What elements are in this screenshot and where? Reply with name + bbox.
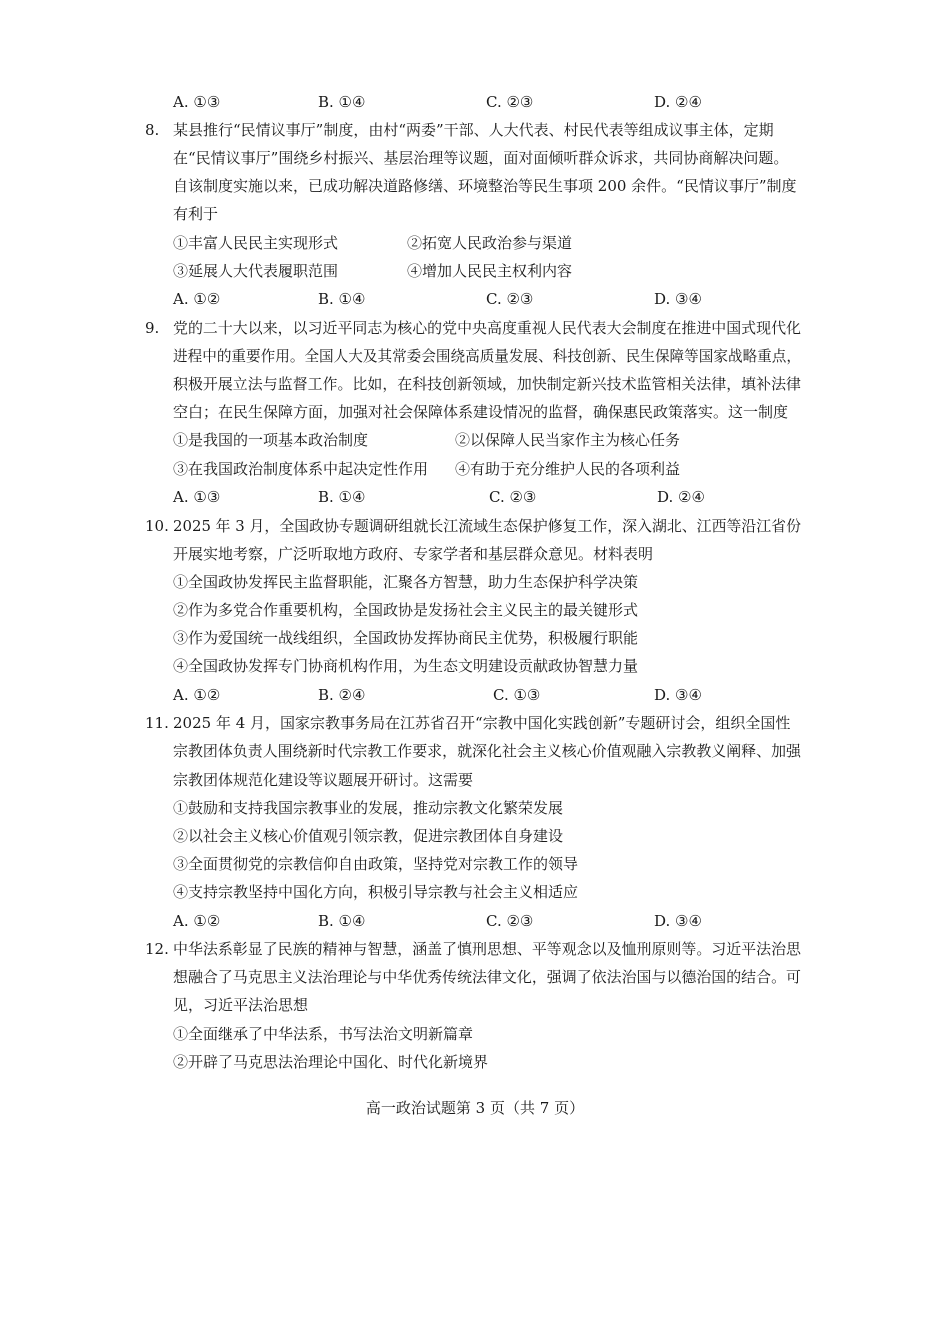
- q8-stem-line: 某县推行“民情议事厅”制度，由村“两委”干部、人大代表、村民代表等组成议事主体，定期: [173, 121, 774, 139]
- q11-number: 11.: [145, 714, 169, 732]
- q9-stem-line: 空白；在民生保障方面，加强对社会保障体系建设情况的监督，确保惠民政策落实。这一制度: [173, 403, 789, 421]
- q8-choice-d: D. ③④: [654, 290, 702, 308]
- q7-choice-d: D. ②④: [654, 93, 702, 111]
- q8-statement-1: ①丰富人民民主实现形式: [173, 234, 339, 252]
- q9-number: 9.: [145, 319, 160, 337]
- q10-choice-b: B. ②④: [318, 686, 366, 704]
- q11-statement-1: ①鼓励和支持我国宗教事业的发展，推动宗教文化繁荣发展: [173, 799, 564, 817]
- q10-choice-d: D. ③④: [654, 686, 702, 704]
- q9-choice-d: D. ②④: [657, 488, 705, 506]
- q12-stem-line: 见，习近平法治思想: [173, 996, 309, 1014]
- q11-choice-a: A. ①②: [173, 912, 221, 930]
- q8-statement-2: ②拓宽人民政治参与渠道: [407, 234, 573, 252]
- q10-statement-3: ③作为爱国统一战线组织，全国政协发挥协商民主优势，积极履行职能: [173, 629, 639, 647]
- q7-choice-a: A. ①③: [173, 93, 221, 111]
- q10-statement-2: ②作为多党合作重要机构，全国政协是发扬社会主义民主的最关键形式: [173, 601, 639, 619]
- q8-choice-a: A. ①②: [173, 290, 221, 308]
- q8-stem-line: 有利于: [173, 205, 219, 223]
- q11-stem-line: 宗教团体规范化建设等议题展开研讨。这需要: [173, 771, 474, 789]
- q10-statement-4: ④全国政协发挥专门协商机构作用，为生态文明建设贡献政协智慧力量: [173, 657, 639, 675]
- q9-choice-c: C. ②③: [489, 488, 537, 506]
- q12-statement-2: ②开辟了马克思法治理论中国化、时代化新境界: [173, 1053, 489, 1071]
- q12-stem-line: 想融合了马克思主义法治理论与中华优秀传统法律文化，强调了依法治国与以德治国的结合。可: [173, 968, 801, 986]
- q10-number: 10.: [145, 517, 169, 535]
- q11-choice-c: C. ②③: [486, 912, 534, 930]
- q11-stem-line: 2025 年 4 月，国家宗教事务局在江苏省召开“宗教中国化实践创新”专题研讨会，组织全国性: [173, 714, 791, 732]
- q9-statement-2: ②以保障人民当家作主为核心任务: [455, 431, 681, 449]
- q7-choice-c: C. ②③: [486, 93, 534, 111]
- q8-choice-b: B. ①④: [318, 290, 366, 308]
- q11-stem-line: 宗教团体负责人围绕新时代宗教工作要求，就深化社会主义核心价值观融入宗教教义阐释、加强: [173, 742, 801, 760]
- q12-stem-line: 中华法系彰显了民族的精神与智慧，涵盖了慎刑思想、平等观念以及恤刑原则等。习近平法治思: [173, 940, 801, 958]
- q10-choice-c: C. ①③: [493, 686, 541, 704]
- q8-stem-line: 在“民情议事厅”围绕乡村振兴、基层治理等议题，面对面倾听群众诉求，共同协商解决问题。: [173, 149, 789, 167]
- q11-statement-2: ②以社会主义核心价值观引领宗教，促进宗教团体自身建设: [173, 827, 564, 845]
- q8-number: 8.: [145, 121, 160, 139]
- q8-statement-3: ③延展人大代表履职范围: [173, 262, 339, 280]
- page-footer: 高一政治试题第 3 页（共 7 页）: [365, 1099, 585, 1117]
- q9-stem-line: 积极开展立法与监督工作。比如，在科技创新领域，加快制定新兴技术监管相关法律，填补法律: [173, 375, 801, 393]
- q11-statement-3: ③全面贯彻党的宗教信仰自由政策，坚持党对宗教工作的领导: [173, 855, 579, 873]
- q11-choice-b: B. ①④: [318, 912, 366, 930]
- q11-statement-4: ④支持宗教坚持中国化方向，积极引导宗教与社会主义相适应: [173, 883, 579, 901]
- q8-statement-4: ④增加人民民主权利内容: [407, 262, 573, 280]
- q10-statement-1: ①全国政协发挥民主监督职能，汇聚各方智慧，助力生态保护科学决策: [173, 573, 639, 591]
- q11-choice-d: D. ③④: [654, 912, 702, 930]
- q9-choice-b: B. ①④: [318, 488, 366, 506]
- q9-statement-3: ③在我国政治制度体系中起决定性作用: [173, 460, 429, 478]
- q12-statement-1: ①全面继承了中华法系，书写法治文明新篇章: [173, 1025, 474, 1043]
- q9-stem-line: 进程中的重要作用。全国人大及其常委会围绕高质量发展、科技创新、民生保障等国家战略重点，: [173, 347, 801, 365]
- q9-stem-line: 党的二十大以来，以习近平同志为核心的党中央高度重视人民代表大会制度在推进中国式现代化: [173, 319, 801, 337]
- q10-stem-line: 开展实地考察，广泛听取地方政府、专家学者和基层群众意见。材料表明: [173, 545, 654, 563]
- q7-choice-b: B. ①④: [318, 93, 366, 111]
- q10-stem-line: 2025 年 3 月，全国政协专题调研组就长江流域生态保护修复工作，深入湖北、江西等沿江省份: [173, 517, 801, 535]
- q12-number: 12.: [145, 940, 169, 958]
- q10-choice-a: A. ①②: [173, 686, 221, 704]
- q8-stem-line: 自该制度实施以来，已成功解决道路修缮、环境整治等民生事项 200 余件。“民情议事厅”制度: [173, 177, 797, 195]
- q9-statement-1: ①是我国的一项基本政治制度: [173, 431, 369, 449]
- q9-statement-4: ④有助于充分维护人民的各项利益: [455, 460, 681, 478]
- q9-choice-a: A. ①③: [173, 488, 221, 506]
- q8-choice-c: C. ②③: [486, 290, 534, 308]
